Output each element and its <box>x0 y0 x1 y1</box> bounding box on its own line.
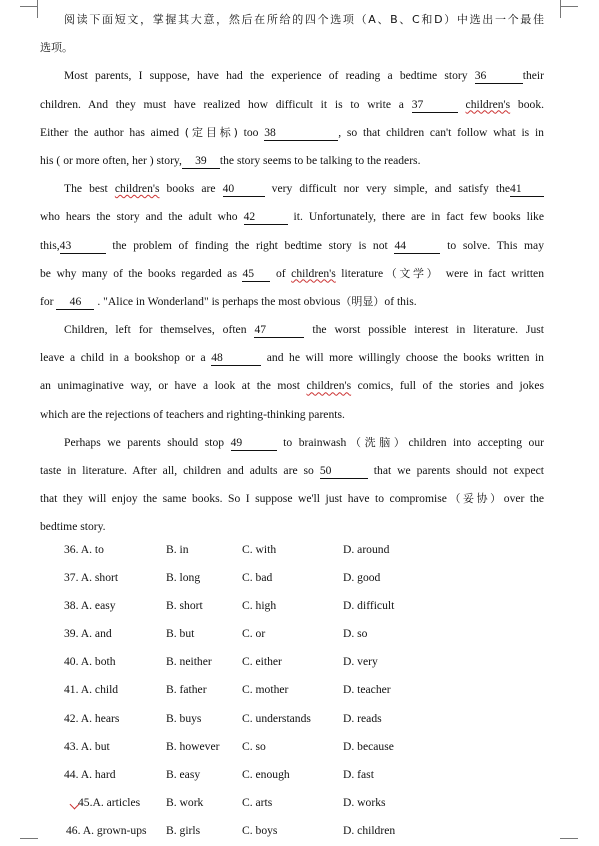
blank-42[interactable]: 42 <box>244 210 288 225</box>
option-38-b[interactable]: B. short <box>166 599 203 613</box>
p2-line-5: for 46 . "Alice in Wonderland" is perhaps the most obvious（明显）of this. <box>40 294 417 308</box>
blank-49[interactable]: 49 <box>231 436 277 451</box>
option-40-a[interactable]: 40. A. both <box>64 655 116 669</box>
option-38-a[interactable]: 38. A. easy <box>64 599 116 613</box>
blank-48[interactable]: 48 <box>211 351 261 366</box>
option-42-c[interactable]: C. understands <box>242 711 311 725</box>
p1-line-3: Either the author has aimed (定目标) too 38 , so that children can't follow what is in <box>40 125 544 139</box>
option-36-c[interactable]: C. with <box>242 543 277 556</box>
blank-39[interactable]: 39 <box>182 154 220 169</box>
p3-line-3: an unimaginative way, or have a look at the most children's comics, full of the stories and jokes <box>40 379 544 393</box>
blank-40[interactable]: 40 <box>223 182 265 197</box>
option-39-a[interactable]: 39. A. and <box>64 627 112 641</box>
options-list <box>64 537 534 846</box>
option-39-d[interactable]: D. so <box>343 627 368 641</box>
p1-line-4: his ( or more often, her ) story, 39 the story seems to be talking to the readers. <box>40 153 421 167</box>
p2-line-2: who hears the story and the adult who 42 it. Unfortunately, there are in fact few books like <box>40 210 544 224</box>
question-41 <box>64 677 534 705</box>
p2-line-1: The best children's books are 40 very difficult nor very simple, and satisfy the41 <box>40 175 544 203</box>
p3-line-2: leave a child in a bookshop or a 48 and he will more willingly choose the books written in <box>40 351 544 365</box>
question-39 <box>64 621 534 649</box>
instruction-line-2: 选项。 <box>40 41 73 55</box>
p2-line-3: this,43 the problem of finding the right bedtime story is not 44 to solve. This may <box>40 238 544 252</box>
p3-line-4: which are the rejections of teachers and righting-thinking parents. <box>40 407 345 421</box>
passage <box>40 6 544 542</box>
option-43-a[interactable]: 43. A. but <box>64 739 110 753</box>
option-41-d[interactable]: D. teacher <box>343 683 391 697</box>
option-44-c[interactable]: C. enough <box>242 767 290 781</box>
option-41-c[interactable]: C. mother <box>242 683 289 697</box>
crop-mark-bottom-right <box>560 838 578 839</box>
option-37-c[interactable]: C. bad <box>242 571 273 585</box>
crop-mark-bottom-left <box>20 838 38 839</box>
option-41-b[interactable]: B. father <box>166 683 207 697</box>
option-46-a[interactable]: 46. A. grown-ups <box>66 823 147 837</box>
question-45 <box>64 790 534 818</box>
p4-line-4: bedtime story. <box>40 520 106 534</box>
p1-line-1: Most parents, I suppose, have had the experience of reading a bedtime story 36 their <box>64 69 544 83</box>
option-40-d[interactable]: D. very <box>343 655 378 669</box>
instruction-line-1: 阅读下面短文，掌握其大意，然后在所给的四个选项（A、B、C和D）中选出一个最佳 <box>64 13 544 26</box>
blank-47[interactable]: 47 <box>254 323 304 338</box>
option-42-a[interactable]: 42. A. hears <box>64 711 120 725</box>
option-38-d[interactable]: D. difficult <box>343 599 395 613</box>
option-43-c[interactable]: C. so <box>242 739 266 753</box>
p1-line-2: children. And they must have realized how difficult it is to write a 37 children's book. <box>40 97 544 111</box>
crop-mark-top-left <box>20 6 38 7</box>
option-45-a[interactable]: 45.A. articles <box>78 795 141 809</box>
option-36-b[interactable]: B. in <box>166 543 189 556</box>
option-45-b[interactable]: B. work <box>166 795 204 809</box>
question-36 <box>64 537 534 565</box>
option-43-d[interactable]: D. because <box>343 739 394 753</box>
blank-46[interactable]: 46 <box>56 295 94 310</box>
option-39-c[interactable]: C. or <box>242 627 266 641</box>
option-45-c[interactable]: C. arts <box>242 795 273 809</box>
option-37-d[interactable]: D. good <box>343 571 381 585</box>
question-43 <box>64 734 534 762</box>
option-43-b[interactable]: B. however <box>166 739 220 753</box>
option-39-b[interactable]: B. but <box>166 627 195 641</box>
question-37 <box>64 565 534 593</box>
blank-38[interactable]: 38 <box>264 126 338 141</box>
option-37-b[interactable]: B. long <box>166 571 201 585</box>
option-41-a[interactable]: 41. A. child <box>64 683 119 697</box>
question-42 <box>64 706 534 734</box>
crop-mark-top-right-v <box>560 0 561 18</box>
option-42-b[interactable]: B. buys <box>166 711 202 725</box>
option-46-d[interactable]: D. children <box>343 823 396 837</box>
p3-line-1: Children, left for themselves, often 47 the worst possible interest in literature. Just <box>64 323 544 337</box>
question-40 <box>64 649 534 677</box>
blank-37[interactable]: 37 <box>412 98 458 113</box>
option-36-a[interactable]: 36. A. to <box>64 543 104 556</box>
blank-43[interactable]: 43 <box>60 239 106 254</box>
blank-41[interactable]: 41 <box>510 182 544 197</box>
option-44-d[interactable]: D. fast <box>343 767 374 781</box>
option-38-c[interactable]: C. high <box>242 599 277 613</box>
option-40-b[interactable]: B. neither <box>166 655 212 669</box>
question-44 <box>64 762 534 790</box>
option-45-d[interactable]: D. works <box>343 795 386 809</box>
p2-line-4: be why many of the books regarded as 45 of children's literature（文学） were in fact written <box>40 266 544 280</box>
blank-44[interactable]: 44 <box>394 239 440 254</box>
option-36-d[interactable]: D. around <box>343 543 390 556</box>
blank-45[interactable]: 45 <box>242 267 270 282</box>
p4-line-1: Perhaps we parents should stop 49 to brainwash（洗脑）children into accepting our <box>64 435 544 449</box>
crop-mark-top-left-v <box>37 0 38 18</box>
crop-mark-top-right <box>560 6 578 7</box>
p4-line-2: taste in literature. After all, children and adults are so 50 that we parents should not expect <box>40 464 544 477</box>
option-44-b[interactable]: B. easy <box>166 767 201 781</box>
option-46-c[interactable]: C. boys <box>242 823 278 837</box>
p4-line-3: that they will enjoy the same books. So I suppose we'll just have to compromise（妥协）over the <box>40 492 544 506</box>
option-42-d[interactable]: D. reads <box>343 711 382 725</box>
option-44-a[interactable]: 44. A. hard <box>64 767 116 781</box>
option-40-c[interactable]: C. either <box>242 655 282 669</box>
blank-50[interactable]: 50 <box>320 464 368 479</box>
option-46-b[interactable]: B. girls <box>166 823 201 837</box>
option-37-a[interactable]: 37. A. short <box>64 571 119 585</box>
blank-36[interactable]: 36 <box>475 69 523 84</box>
question-38 <box>64 593 534 621</box>
